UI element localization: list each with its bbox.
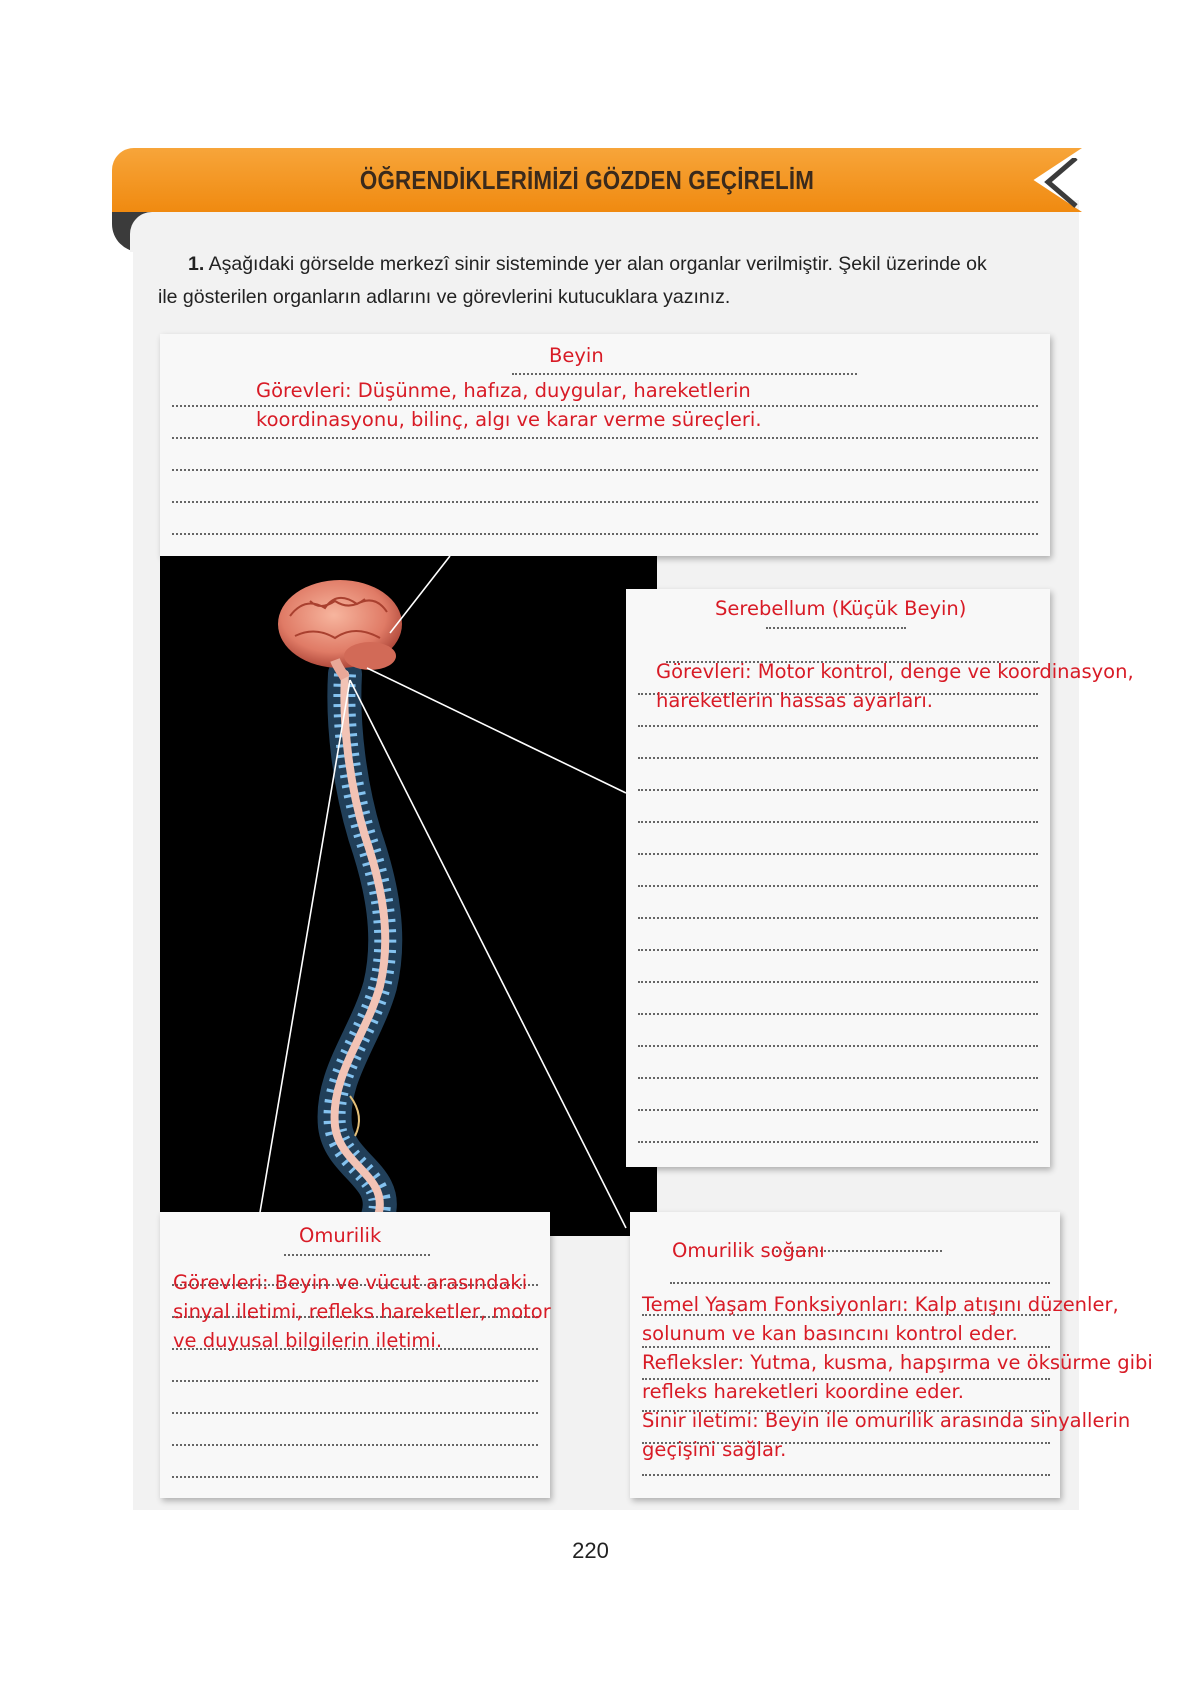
dotted-line <box>284 1254 430 1256</box>
dotted-line <box>172 1476 538 1478</box>
dotted-line <box>638 981 1038 983</box>
brain-name: Beyin <box>549 344 604 367</box>
spinal-cord-name: Omurilik <box>299 1224 382 1247</box>
dotted-line <box>638 1109 1038 1111</box>
medulla-function-line-3: Refleksler: Yutma, kusma, hapşırma ve öksürme gibi <box>642 1351 1153 1374</box>
dotted-line <box>638 725 1038 727</box>
question-number: 1. <box>188 253 205 275</box>
medulla-name: Omurilik soğanı <box>672 1239 825 1262</box>
dotted-line <box>638 1013 1038 1015</box>
brain-function-line-1: Görevleri: Düşünme, hafıza, duygular, hareketlerin <box>256 379 751 402</box>
dotted-line <box>642 1474 1050 1476</box>
medulla-function-line-6: geçişini sağlar. <box>642 1438 787 1461</box>
section-title: ÖĞRENDİKLERİMİZİ GÖZDEN GEÇİRELİM <box>359 165 815 195</box>
spinal-cord-function-line-1: Görevleri: Beyin ve vücut arasındaki <box>173 1271 528 1294</box>
dotted-line <box>172 1412 538 1414</box>
question-line-1: Aşağıdaki görselde merkezî sinir sisteminde yer alan organlar verilmiştir. Şekil üzerinde ok <box>208 253 987 275</box>
medulla-answer-box[interactable] <box>630 1212 1153 1498</box>
dotted-line <box>638 949 1038 951</box>
cerebellum-function-line-1: Görevleri: Motor kontrol, denge ve koordinasyon, <box>656 660 1134 683</box>
dotted-line <box>172 1444 538 1446</box>
medulla-function-line-1: Temel Yaşam Fonksiyonları: Kalp atışını düzenler, <box>642 1293 1119 1316</box>
dotted-line <box>172 1380 538 1382</box>
page-number: 220 <box>572 1538 609 1563</box>
dotted-line <box>670 1282 1050 1284</box>
dotted-line <box>766 627 906 629</box>
medulla-function-line-5: Sinir iletimi: Beyin ile omurilik arasında sinyallerin <box>642 1409 1131 1432</box>
dotted-line <box>638 789 1038 791</box>
cerebellum-function-line-2: hareketlerin hassas ayarları. <box>656 689 933 712</box>
dotted-line <box>638 917 1038 919</box>
dotted-line <box>638 1077 1038 1079</box>
dotted-line <box>638 853 1038 855</box>
dotted-line <box>638 885 1038 887</box>
spinal-cord-answer-box[interactable] <box>160 1212 550 1498</box>
dotted-line <box>638 1045 1038 1047</box>
question-line-2: ile gösterilen organların adlarını ve görevlerini kutucuklara yazınız. <box>158 286 731 308</box>
dotted-line <box>638 1141 1038 1143</box>
dotted-line <box>638 821 1038 823</box>
spinal-cord-function-line-2: sinyal iletimi, refleks hareketler, motor <box>173 1300 551 1323</box>
dotted-line <box>638 757 1038 759</box>
medulla-function-line-4: refleks hareketleri koordine eder. <box>642 1380 964 1403</box>
medulla-function-line-2: solunum ve kan basıncını kontrol eder. <box>642 1322 1018 1345</box>
brain-function-line-2: koordinasyonu, bilinç, algı ve karar verme süreçleri. <box>256 408 762 431</box>
cerebellum-name: Serebellum (Küçük Beyin) <box>715 597 967 620</box>
spinal-cord-function-line-3: ve duyusal bilgilerin iletimi. <box>173 1329 443 1352</box>
cerebellum-answer-box[interactable] <box>626 589 1134 1167</box>
